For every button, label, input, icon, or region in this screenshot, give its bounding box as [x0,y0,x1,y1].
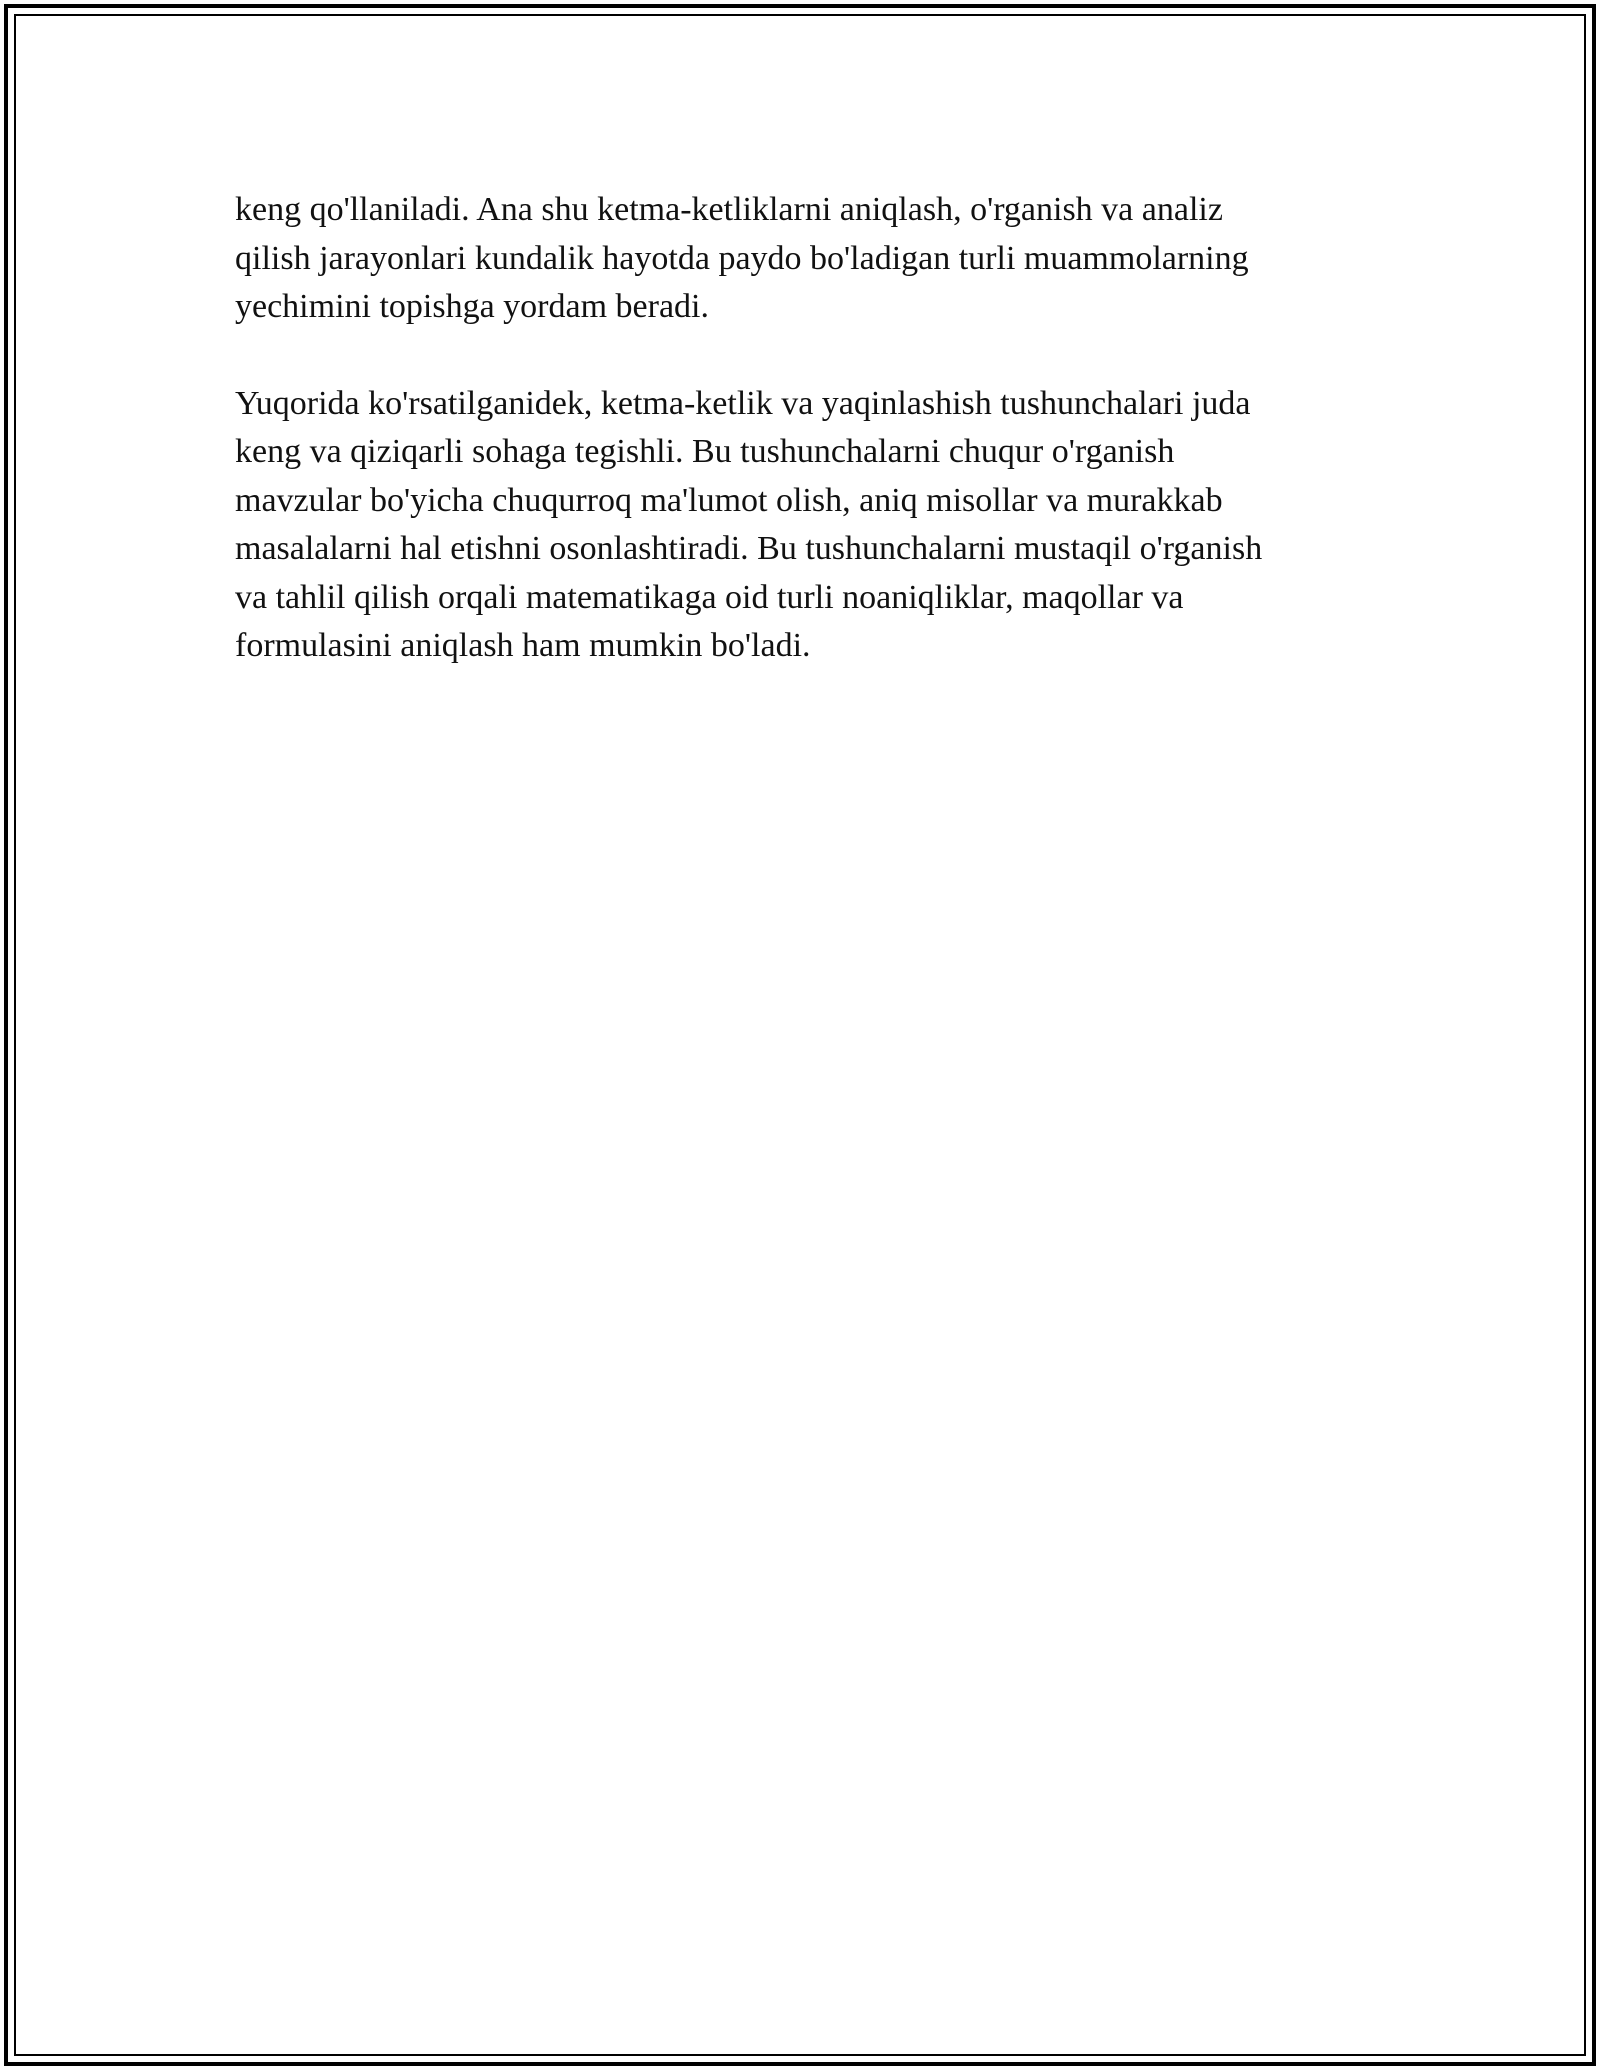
paragraph-2: Yuqorida ko'rsatilganidek, ketma-ketlik va yaqinlashish tushunchalari juda keng va qiziqarli sohaga tegishli. Bu tushunchalarni chuqur o'rganish mavzular bo'yicha chuqurroq ma'lumot olish, aniq misollar va murakkab masalalarni hal etishni osonlashtiradi. Bu tushunchalarni mustaqil o'rganish va tahlil qilish orqali matematikaga oid turli noaniqliklar, maqollar va formulasini aniqlash ham mumkin bo'ladi. [235,384,1263,664]
paragraph-1: keng qo'llaniladi. Ana shu ketma-ketliklarni aniqlash, o'rganish va analiz qilish jarayonlari kundalik hayotda paydo bo'ladigan turli muammolarning yechimini topishga yordam beradi. [235,191,1249,325]
document-body [235,186,1365,671]
